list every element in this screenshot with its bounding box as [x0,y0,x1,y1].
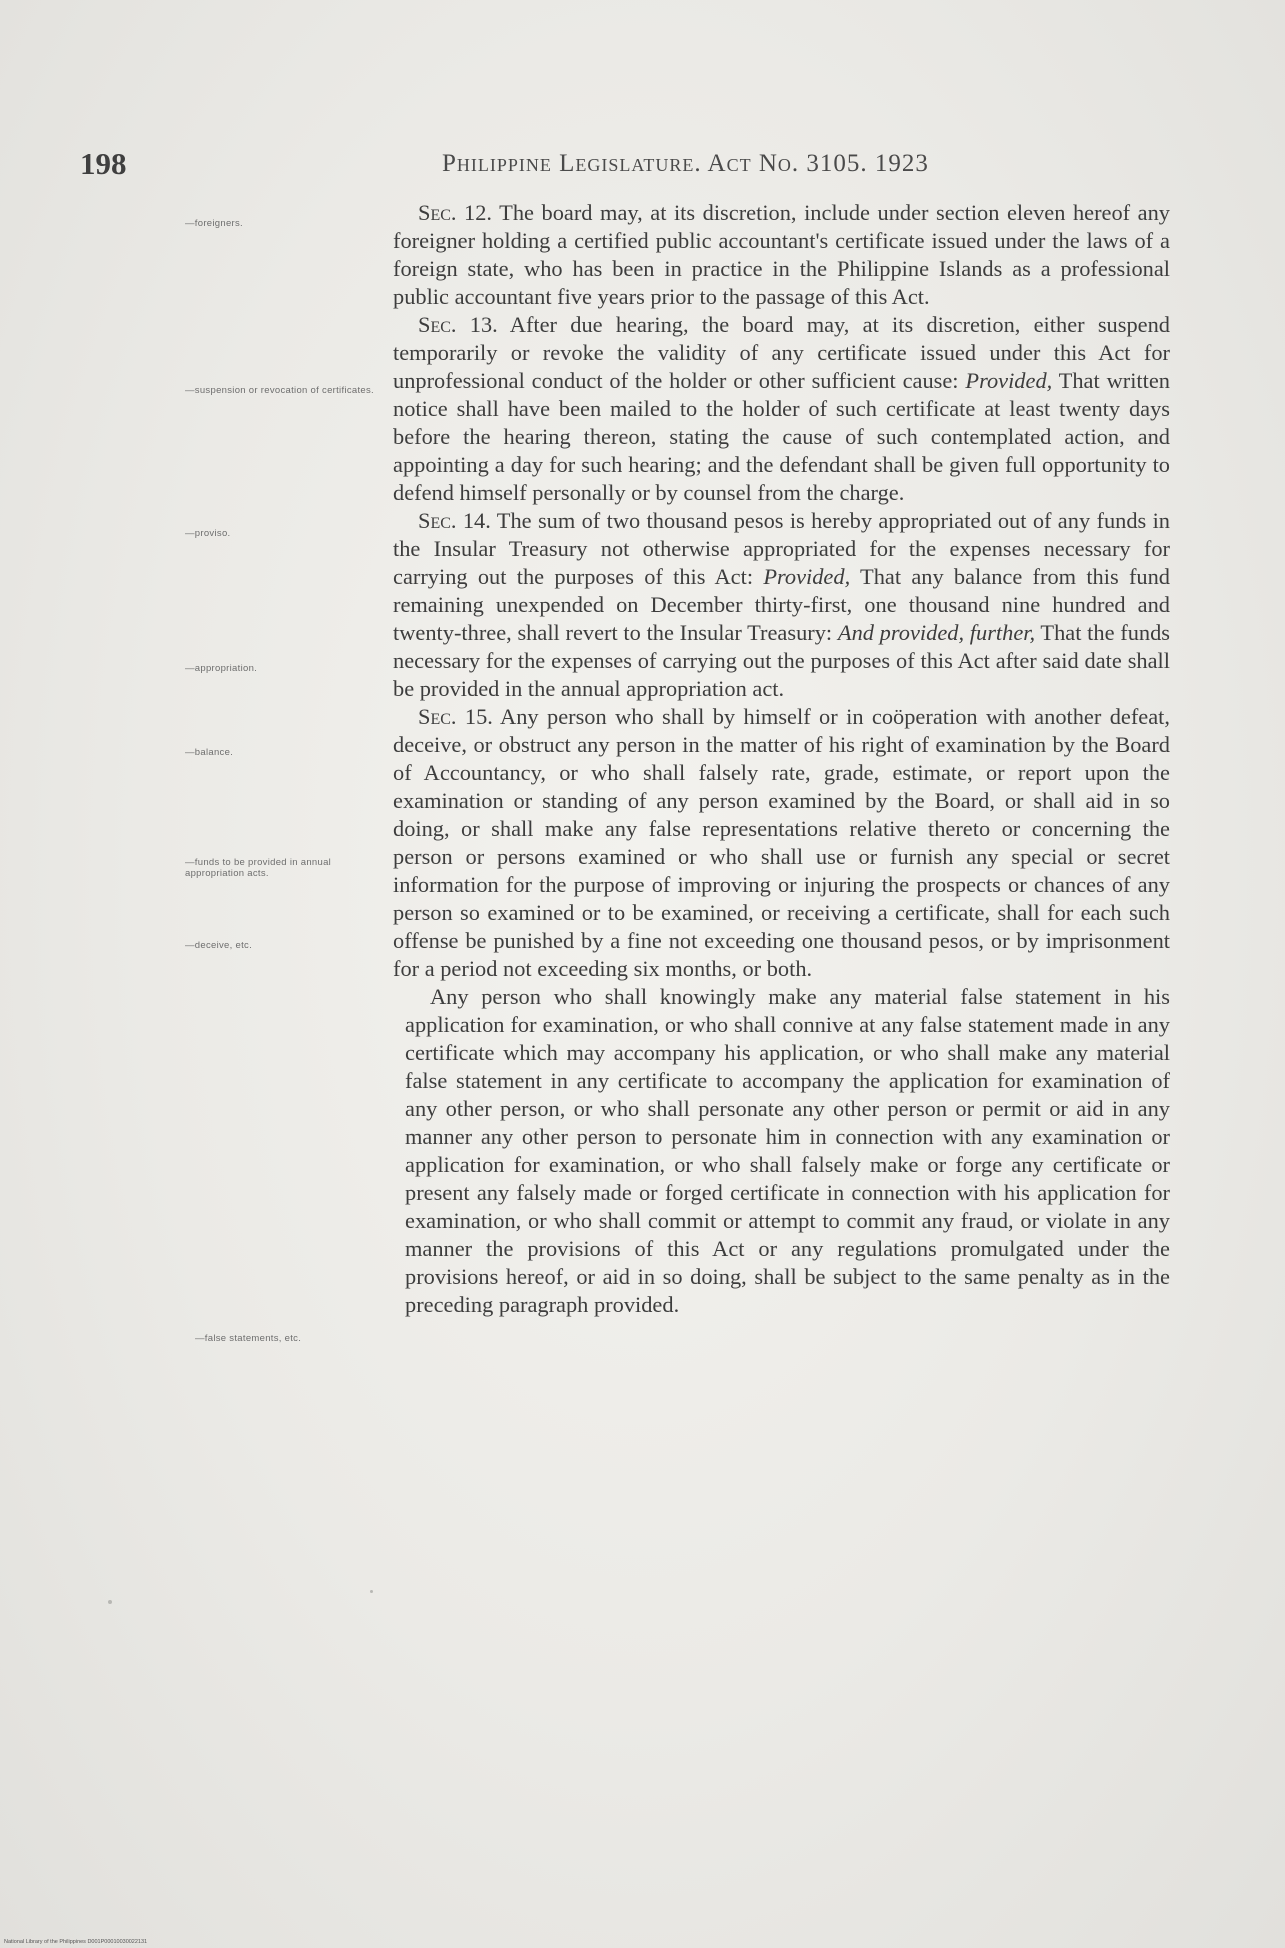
section-15-lead: Sec. 15. [418,704,493,729]
scan-speck [108,1600,112,1604]
margin-note-deceive: —deceive, etc. [185,940,253,951]
section-12-lead: Sec. 12. [418,200,493,225]
section-13-provided: Provided, [965,368,1053,393]
scan-speck [370,1590,373,1593]
section-15 [393,703,1170,983]
margin-note-funds: —funds to be provided in annual appropriation acts. [185,857,332,879]
section-14-text-b: That any balance from this fund remaining unexpended on December thirty-first, one thousand nine hundred and twenty-three, shall revert to the Insular Treasury: [393,564,1170,645]
section-14-and-provided: And provided, further, [837,620,1036,645]
section-13-lead: Sec. 13. [418,312,498,337]
scan-footer: National Library of the Philippines D001P00010030022131 [4,1939,148,1945]
margin-note-suspension: —suspension or revocation of certificates. [185,385,374,396]
margin-note-proviso: —proviso. [185,528,231,539]
section-14-text-c: That the funds necessary for the expenses of carrying out the purposes of this Act after said date shall be provided in the annual appropriation act. [393,620,1171,701]
margin-note-false-statements: —false statements, etc. [195,1333,302,1344]
margin-note-appropriation: —appropriation. [185,663,258,674]
section-13-text-a: After due hearing, the board may, at its discretion, either suspend temporarily or revoke the validity of any certificate issued under this Act for unprofessional conduct of the holder or other sufficient cause: [393,312,1170,393]
section-13-text-b: That written notice shall have been mailed to the holder of such certificate at least twenty days before the hearing thereon, stating the cause of such contemplated action, and appointing a day for such hearing; and the defendant shall be given full opportunity to defend himself personally or by counsel from the charge. [393,368,1170,505]
running-head: Philippine Legislature. Act No. 3105. 1923 [442,150,929,177]
paragraph-false-statements: Any person who shall knowingly make any material false statement in his application for examination, or who shall connive at any false statement made in any certificate which may accompany his application, or who shall make any material false statement in any certificate to accompany the application for examination of any other person, or who shall personate any other person or permit or aid in any manner any other person to personate him in connection with any examination or application for examination, or who shall falsely make or forge any certificate or present any falsely made or forged certificate in connection with his application for examination, or who shall commit or attempt to commit any fraud, or violate in any manner the provisions of this Act or any regulations promulgated under the provisions hereof, or aid in so doing, shall be subject to the same penalty as in the preceding paragraph provided. [405,984,1170,1317]
section-14 [393,507,1170,703]
section-12 [393,199,1170,311]
section-13 [393,311,1170,507]
margin-note-foreigners: —foreigners. [185,218,243,229]
section-14-text-a: The sum of two thousand pesos is hereby appropriated out of any funds in the Insular Treasury not otherwise appropriated for the expenses necessary for carrying out the purposes of this Act: [393,508,1171,589]
section-14-provided: Provided, [763,564,851,589]
body-text [393,199,1170,1319]
section-12-text: The board may, at its discretion, include under section eleven hereof any foreigner holding a certified public accountant's certificate issued under the laws of a foreign state, who has been in practice in the Philippine Islands as a professional public accountant five years prior to the passage of this Act. [393,200,1170,309]
margin-note-balance: —balance. [185,747,234,758]
page-number: 198 [80,146,127,181]
page-header [80,146,1180,186]
section-14-lead: Sec. 14. [418,508,491,533]
section-15-text: Any person who shall by himself or in coöperation with another defeat, deceive, or obstruct any person in the matter of his right of examination by the Board of Accountancy, or who shall falsely rate, grade, estimate, or report upon the examination or standing of any person examined by the Board, or shall aid in so doing, or shall make any false representations relative thereto or concerning the person or persons examined or who shall use or furnish any special or secret information for the purpose of improving or injuring the prospects or chances of any person so examined or to be examined, or receiving a certificate, shall for each such offense be punished by a fine not exceeding one thousand pesos, or by imprisonment for a period not exceeding six months, or both. [393,704,1171,981]
